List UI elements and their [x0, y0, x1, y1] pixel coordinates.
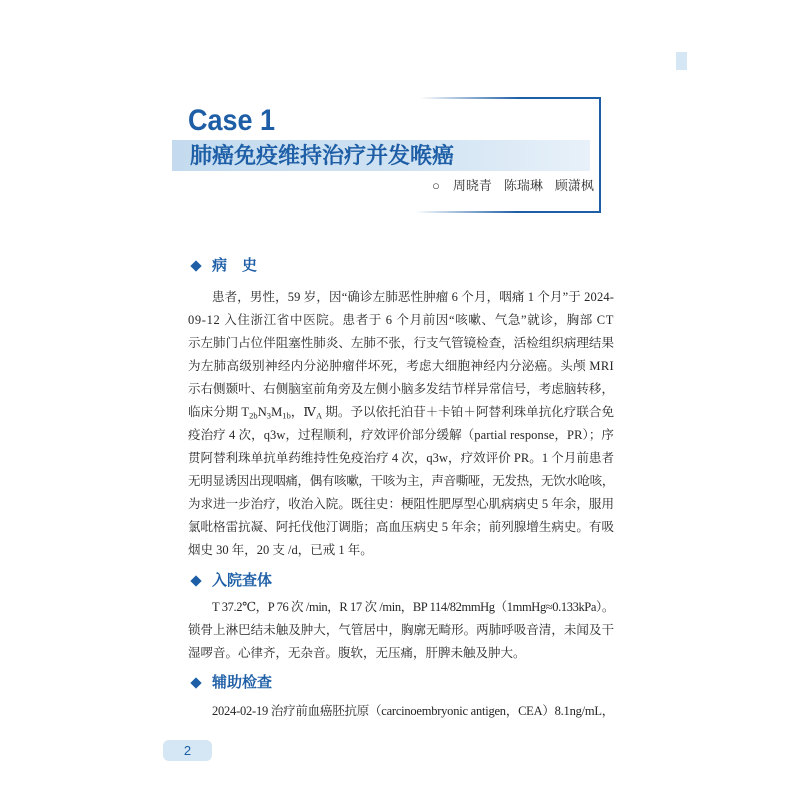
text-line-content: 示左肺门占位伴阻塞性肺炎、左肺不张，行支气管镜检查，活检组织病理结果 [188, 336, 614, 350]
section-heading-admission-exam [190, 569, 390, 592]
author-line [432, 177, 594, 195]
text-line [188, 378, 614, 401]
section-heading-auxiliary-tests [190, 671, 390, 694]
page-number: 2 [183, 743, 192, 758]
title-frame-top-line [420, 97, 601, 99]
text-line-content: 为求进一步治疗，收治入院。既往史：梗阻性肥厚型心肌病病史 5 年余，服用 [188, 497, 614, 511]
text-line [188, 539, 614, 562]
text-segment: M [271, 405, 283, 419]
text-line [188, 447, 614, 470]
text-line-content: 为左肺高级别神经内分泌肿瘤伴坏死，考虑大细胞神经内分泌癌。头颅 MRI [188, 359, 614, 373]
text-line-content: 氯吡格雷抗凝、阿托伐他汀调脂；高血压病史 5 年余；前列腺增生病史。有吸 [188, 520, 614, 534]
section-heading-text: 入院查体 [212, 572, 273, 589]
text-segment: ，Ⅳ [290, 405, 316, 419]
text-segment: N [257, 405, 267, 419]
text-line [188, 700, 614, 723]
case-label: Case 1 [188, 104, 276, 137]
title-frame-bottom-line [415, 211, 601, 213]
text-line [188, 493, 614, 516]
diamond-icon [190, 575, 201, 586]
text-line-content: 贯阿替利珠单抗单药维持性免疫治疗 4 次，q3w，疗效评价 PR。1 个月前患者 [188, 451, 614, 465]
text-line [188, 401, 614, 424]
text-segment: 期。予以依托泊苷＋卡铂＋阿替利珠单抗化疗联合免 [322, 405, 615, 419]
text-line [188, 309, 614, 332]
text-line-content [188, 401, 614, 424]
subscript: A [315, 410, 323, 421]
text-line-content: T 37.2℃，P 76 次 /min，R 17 次 /min，BP 114/82mmHg（1mmHg≈0.133kPa）。 [212, 600, 614, 614]
author-name: 周晓青 [452, 178, 492, 193]
text-line [188, 470, 614, 493]
subscript: 3 [266, 410, 272, 421]
text-line [188, 355, 614, 378]
case-title: 肺癌免疫维持治疗并发喉癌 [190, 143, 455, 168]
title-frame-right-line [599, 97, 601, 213]
text-line-content: 湿啰音。心律齐，无杂音。腹软，无压痛，肝脾未触及肿大。 [188, 646, 526, 660]
section-body-admission-exam [188, 596, 614, 665]
section-heading-text: 病 史 [212, 257, 258, 274]
author-name: 顾潇枫 [554, 178, 594, 193]
text-line-content: 09-12 入住浙江省中医院。患者于 6 个月前因“咳嗽、气急”就诊，胸部 CT [188, 313, 614, 327]
text-line [188, 596, 614, 619]
text-line [188, 642, 614, 665]
text-line [188, 332, 614, 355]
text-line-content: 烟史 30 年，20 支 /d，已戒 1 年。 [188, 543, 373, 557]
section-body-auxiliary-tests [188, 700, 614, 723]
text-line-content: 锁骨上淋巴结未触及肿大，气管居中，胸廓无畸形。两肺呼吸音清，未闻及干 [188, 623, 614, 637]
subscript: 2b [249, 410, 258, 421]
text-segment: 临床分期 T [188, 405, 250, 419]
case-title-band [172, 140, 590, 171]
text-line [188, 286, 614, 309]
text-line-content: 示右侧颞叶、右侧脑室前角旁及左侧小脑多发结节样异常信号，考虑脑转移， [188, 382, 614, 396]
subscript: 1b [282, 410, 291, 421]
author-marker: ○ [432, 178, 440, 193]
section-heading-text: 辅助检查 [212, 674, 273, 691]
text-line [188, 516, 614, 539]
text-line-content: 疫治疗 4 次，q3w，过程顺利，疗效评价部分缓解（partial response，PR）；序 [188, 428, 614, 442]
section-heading-history [190, 254, 390, 277]
page-corner-tab [676, 52, 687, 70]
page-number-badge [163, 740, 212, 761]
text-line [188, 619, 614, 642]
author-name: 陈瑞琳 [503, 178, 543, 193]
section-body-history [188, 286, 614, 562]
text-line-content: 患者，男性，59 岁，因“确诊左肺恶性肿瘤 6 个月，咽痛 1 个月”于 2024- [212, 290, 614, 304]
text-line [188, 424, 614, 447]
text-line-content: 2024-02-19 治疗前血癌胚抗原（carcinoembryonic antigen，CEA）8.1ng/mL， [212, 704, 614, 718]
text-line-content: 无明显诱因出现咽痛，偶有咳嗽，干咳为主，声音嘶哑，无发热，无饮水呛咳， [188, 474, 614, 488]
diamond-icon [190, 260, 201, 271]
diamond-icon [190, 677, 201, 688]
